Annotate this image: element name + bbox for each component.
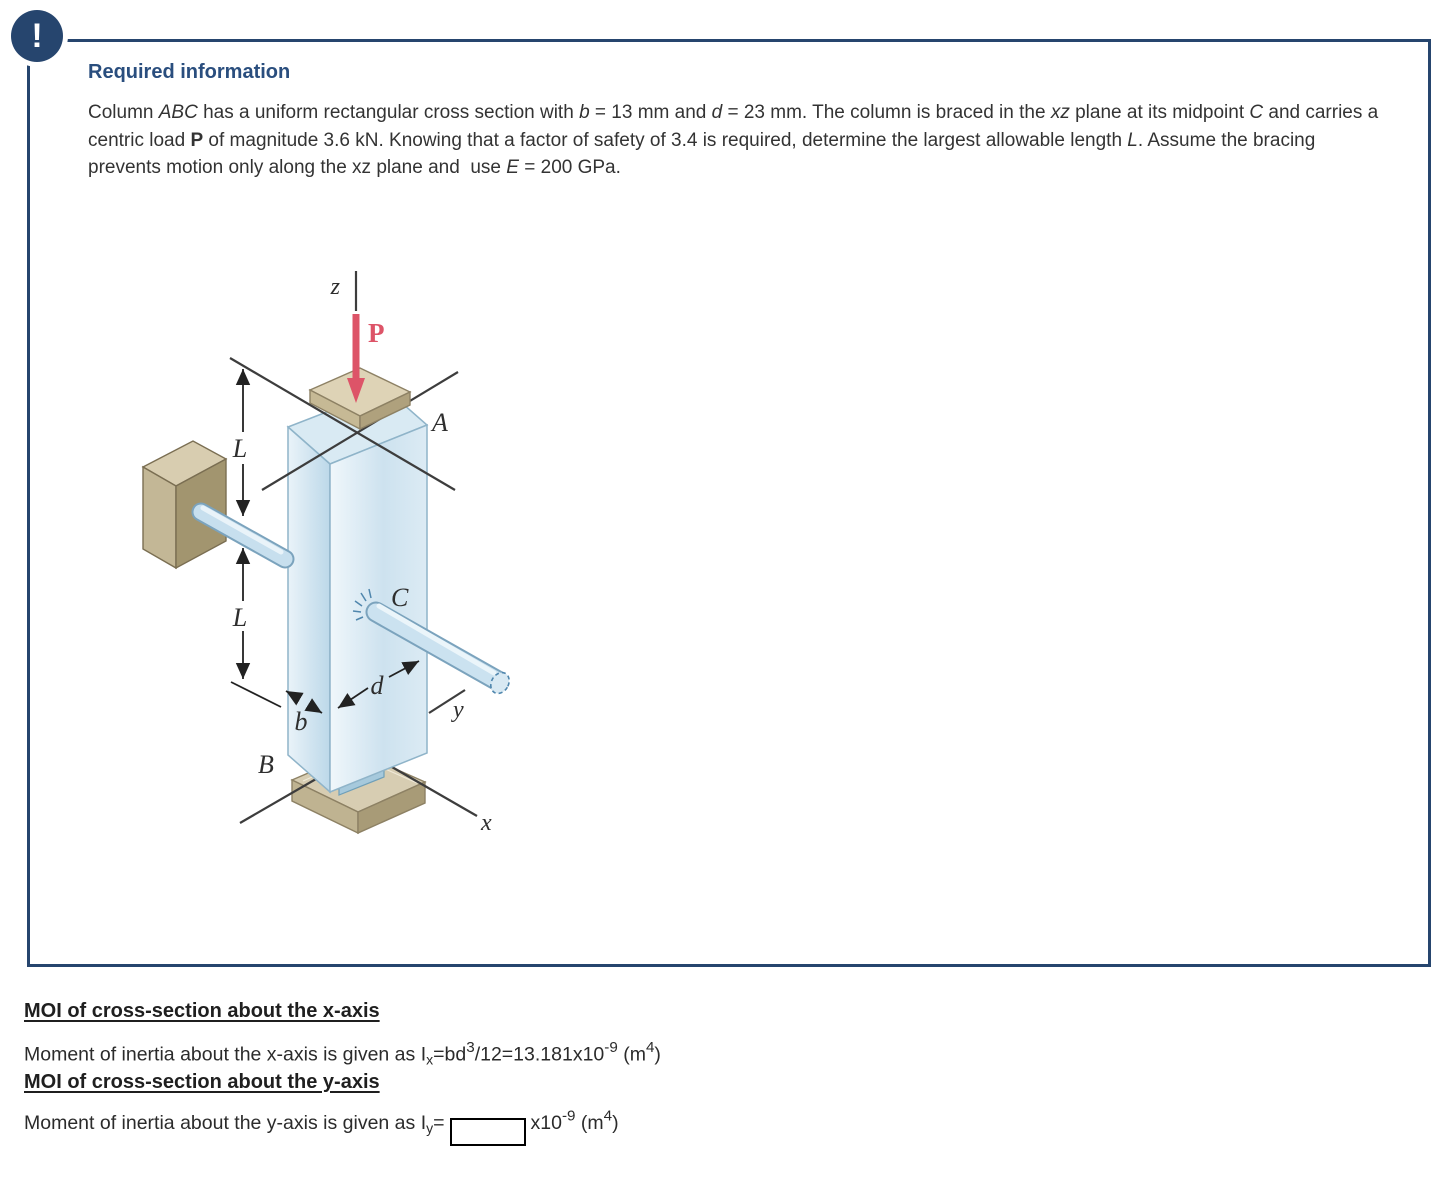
- alert-exclamation-icon: [11, 10, 63, 62]
- point-c-label: C: [391, 583, 409, 612]
- width-label: b: [294, 707, 308, 736]
- moi-y-formula-right: $x10^{-9}$ $(m^4)$: [530, 1108, 619, 1135]
- z-axis-label: z: [330, 274, 340, 300]
- column-diagram: [140, 265, 535, 845]
- depth-label: d: [370, 671, 384, 700]
- required-info-title: Required information: [88, 61, 291, 83]
- length-lower-label: L: [232, 603, 248, 632]
- y-axis-label: y: [453, 697, 464, 723]
- moi-y-input[interactable]: [450, 1118, 526, 1146]
- moi-y-formula: [24, 1102, 619, 1146]
- moi-x-heading: MOI of cross-section about the x-axis: [24, 1000, 380, 1022]
- problem-statement: Column ABC has a uniform rectangular cross section with b = 13 mm and d = 23 mm. The column is braced in the xz plane at its midpoint C and carries a centric load P of magnitude 3.6 kN. Knowing that a factor of safety of 3.4 is required, determine the largest allowable length L. Assume the bracing prevents motion only along the xz plane and use E = 200 GPa.: [88, 102, 1379, 178]
- x-axis-label: x: [481, 810, 492, 836]
- length-upper-label: L: [232, 434, 248, 463]
- moi-y-formula-left: Moment of inertia about the y-axis is given as $I_y=$: [24, 1112, 445, 1137]
- moi-y-heading: MOI of cross-section about the y-axis: [24, 1071, 380, 1093]
- load-label: P: [368, 318, 385, 348]
- point-a-label: A: [432, 408, 448, 437]
- moi-x-formula: Moment of inertia about the x-axis is given as $I_x=bd^3/12=13.181x10^{-9}$ $(m^4)$: [24, 1039, 661, 1068]
- column-left-face: [288, 427, 330, 792]
- point-b-label: B: [258, 750, 274, 779]
- alert-symbol: !: [31, 17, 43, 55]
- left-brace-block: [143, 441, 226, 568]
